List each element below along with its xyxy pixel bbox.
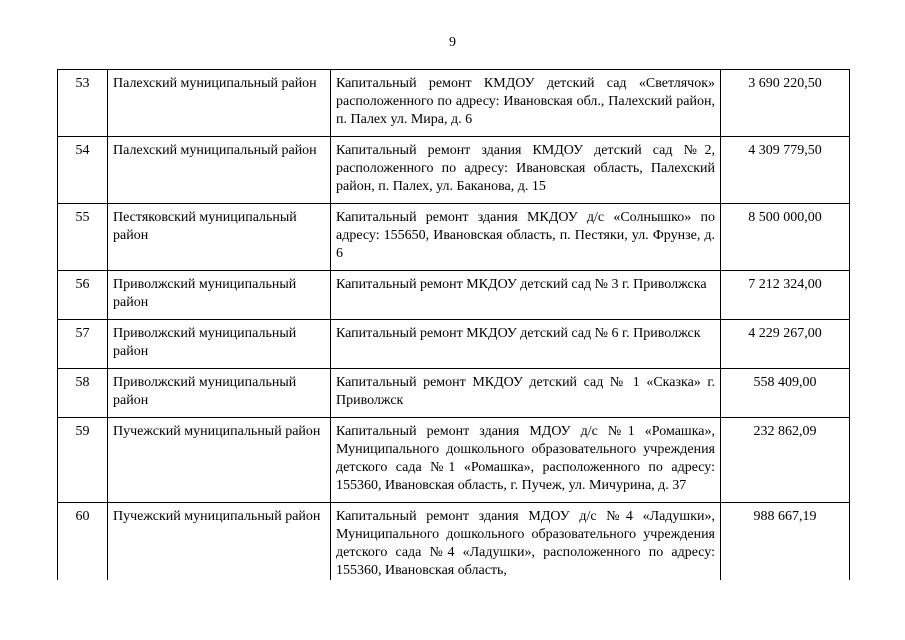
row-number: 60 xyxy=(58,503,108,581)
description-cell: Капитальный ремонт здания КМДОУ детский сад №2, расположенного по адресу: Ивановская область, Палехский район, п. Палех, ул. Баканова, д. 15 xyxy=(331,137,721,204)
amount-cell: 988 667,19 xyxy=(721,503,850,581)
table-row xyxy=(58,503,850,581)
row-number: 57 xyxy=(58,320,108,369)
amount-cell: 4 229 267,00 xyxy=(721,320,850,369)
funding-table xyxy=(57,69,850,580)
table-row xyxy=(58,70,850,137)
district-cell: Палехский муниципальный район xyxy=(108,70,331,137)
district-cell: Приволжский муниципальный район xyxy=(108,271,331,320)
table-row xyxy=(58,418,850,503)
description-cell: Капитальный ремонт здания МДОУ д/с №4 «Ладушки», Муниципального дошкольного образовательного учреждения детского сада №4 «Ладушки», расположенного по адресу: 155360, Ивановская область, xyxy=(331,503,721,581)
table-row xyxy=(58,271,850,320)
row-number: 55 xyxy=(58,204,108,271)
page-number: 9 xyxy=(449,35,456,50)
district-cell: Палехский муниципальный район xyxy=(108,137,331,204)
table-row xyxy=(58,137,850,204)
district-cell: Приволжский муниципальный район xyxy=(108,320,331,369)
district-cell: Пучежский муниципальный район xyxy=(108,418,331,503)
amount-cell: 558 409,00 xyxy=(721,369,850,418)
row-number: 54 xyxy=(58,137,108,204)
district-cell: Пучежский муниципальный район xyxy=(108,503,331,581)
amount-cell: 7 212 324,00 xyxy=(721,271,850,320)
description-cell: Капитальный ремонт здания МДОУ д/с №1 «Ромашка», Муниципального дошкольного образовательного учреждения детского сада №1 «Ромашка», расположенного по адресу: 155360, Ивановская область, г. Пучеж, ул. Мичурина, д. 37 xyxy=(331,418,721,503)
table-row xyxy=(58,204,850,271)
amount-cell: 3 690 220,50 xyxy=(721,70,850,137)
description-cell: Капитальный ремонт здания МКДОУ д/с «Солнышко» по адресу: 155650, Ивановская область, п. Пестяки, ул. Фрунзе, д. 6 xyxy=(331,204,721,271)
table-row xyxy=(58,369,850,418)
table-row xyxy=(58,320,850,369)
description-cell: Капитальный ремонт МКДОУ детский сад № 3 г. Приволжска xyxy=(331,271,721,320)
row-number: 59 xyxy=(58,418,108,503)
district-cell: Пестяковский муниципальный район xyxy=(108,204,331,271)
amount-cell: 232 862,09 xyxy=(721,418,850,503)
district-cell: Приволжский муниципальный район xyxy=(108,369,331,418)
description-cell: Капитальный ремонт МКДОУ детский сад № 6 г. Приволжск xyxy=(331,320,721,369)
row-number: 53 xyxy=(58,70,108,137)
row-number: 58 xyxy=(58,369,108,418)
amount-cell: 8 500 000,00 xyxy=(721,204,850,271)
description-cell: Капитальный ремонт КМДОУ детский сад «Светлячок» расположенного по адресу: Ивановская обл., Палехский район, п. Палех ул. Мира, д. 6 xyxy=(331,70,721,137)
amount-cell: 4 309 779,50 xyxy=(721,137,850,204)
description-cell: Капитальный ремонт МКДОУ детский сад № 1 «Сказка» г. Приволжск xyxy=(331,369,721,418)
row-number: 56 xyxy=(58,271,108,320)
